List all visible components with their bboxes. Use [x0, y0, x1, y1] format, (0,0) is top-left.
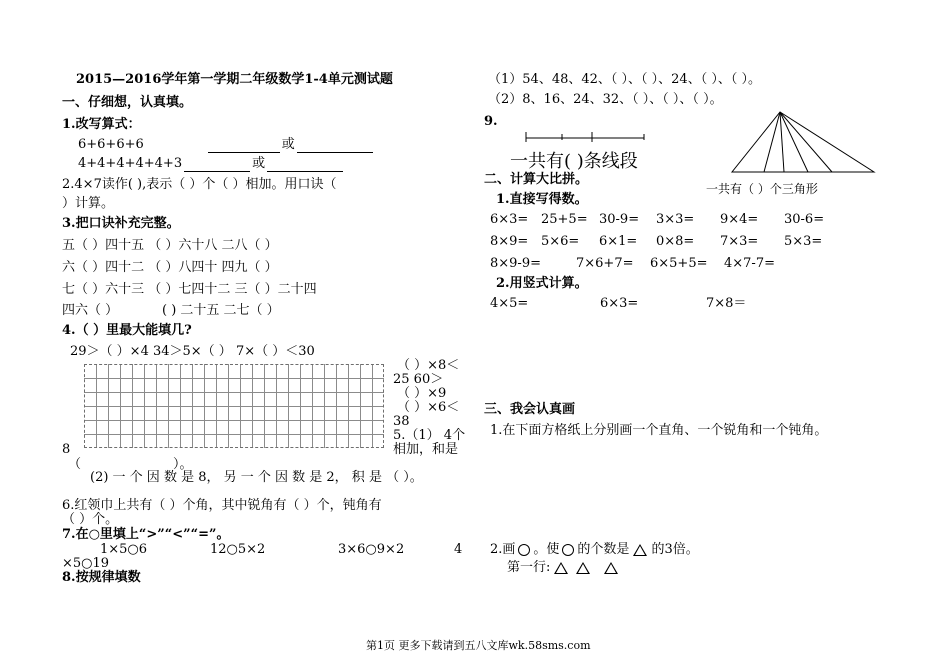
- seq1: （1）54、48、42、（ ）、（ ）、24、（ ）、（ ）。: [488, 72, 761, 87]
- vert-3: 7×8＝: [706, 296, 747, 311]
- segment-figure: [520, 128, 650, 148]
- q1-expr2: 4+4+4+4+4+3: [78, 156, 183, 171]
- q1-or1: 或: [281, 137, 295, 152]
- dotted-grid-overlay: [84, 364, 384, 448]
- q3-label: 3.把口诀补充完整。: [62, 216, 180, 231]
- vert-2: 6×3=: [600, 296, 639, 311]
- draw-q2-a: 2.画: [490, 542, 516, 557]
- q7-item2: 12○5×2: [210, 542, 266, 557]
- calc-r3c4: 4×7-7=: [724, 256, 775, 271]
- q3-row3: 七（ ）六十三 （ ）七四十二 三（ ）二十四: [62, 282, 317, 297]
- q2-line1: 2.4×7读作( ),表示（ ）个（ ）相加。用口诀（: [62, 177, 337, 192]
- q7-item1: 1×5○6: [100, 542, 148, 557]
- q4-row1: 29＞（ ）×4 34＞5×（ ） 7×（ ）＜30: [70, 344, 315, 359]
- q5-part1: 5.（1） 4个: [393, 428, 466, 443]
- circle-icon: [518, 544, 530, 556]
- q3-row4a: 四六（ ）: [62, 303, 119, 318]
- fan-line: [764, 112, 780, 172]
- s2-sub2: 2.用竖式计算。: [496, 276, 588, 291]
- draw-q2-c: 的个数是: [577, 542, 630, 557]
- exam-title: 2015—2016学年第一学期二年级数学1-4单元测试题: [76, 72, 393, 87]
- calc-r2c1: 8×9=: [490, 234, 529, 249]
- calc-r2c6: 5×3=: [784, 234, 823, 249]
- calc-r1c6: 30-6=: [784, 212, 825, 227]
- calc-r3c3: 6×5+5=: [650, 256, 708, 271]
- q7-label: 7.在○里填上“>”“<”“=”。: [62, 527, 230, 542]
- fan-line: [780, 112, 832, 172]
- q6-line2: （ ）个。: [62, 512, 119, 527]
- q5-line2: (2) 一 个 因 数 是 8， 另 一 个 因 数 是 2， 积 是 （ ）。: [90, 470, 423, 485]
- section1-heading: 一、仔细想，认真填。: [62, 95, 193, 110]
- q1-line2: [78, 156, 345, 172]
- calc-r2c5: 7×3=: [720, 234, 759, 249]
- q4-side5: 38: [393, 414, 410, 429]
- q9-label: 9.: [484, 114, 498, 129]
- q2-line2: ）计算。: [62, 196, 115, 211]
- q4-label: 4.（ ）里最大能填几?: [62, 323, 192, 338]
- q4-side3: （ ）×9: [397, 386, 447, 401]
- q8-label: 8.按规律填数: [62, 570, 141, 585]
- calc-r1c3: 30-9=: [599, 212, 640, 227]
- triangle-fan-figure: [728, 110, 878, 178]
- calc-r3c2: 7×6+7=: [576, 256, 634, 271]
- fan-line: [780, 112, 784, 172]
- q7-extra: ×5○19: [62, 556, 110, 571]
- q4-side1: （ ）×8＜: [397, 358, 460, 373]
- q5-paren-close: ）。: [173, 457, 193, 472]
- calc-r2c4: 0×8=: [656, 234, 695, 249]
- calc-r1c1: 6×3=: [490, 212, 529, 227]
- q1-line1: [78, 137, 375, 153]
- q3-row1: 五（ ）四十五 （ ）六十八 二八（ ）: [62, 238, 278, 253]
- seq2: （2）8、16、24、32、（ ）、（ ）、（ ）。: [488, 92, 723, 107]
- calc-r2c2: 5×6=: [541, 234, 580, 249]
- calc-r3c1: 8×9-9=: [490, 256, 541, 271]
- q3-row4b: ( ) 二十五 二七（ ）: [162, 303, 280, 318]
- triangle-icon: [604, 562, 618, 574]
- calc-r1c5: 9×4=: [720, 212, 759, 227]
- q1-label: 1.改写算式：: [62, 117, 141, 132]
- q4-tail: 8: [62, 442, 71, 457]
- q1-expr1: 6+6+6+6: [78, 137, 144, 152]
- footer: 第1页 更多下载请到五八文库wk.58sms.com: [366, 639, 591, 652]
- calc-r2c3: 6×1=: [599, 234, 638, 249]
- s2-sub1: 1.直接写得数。: [496, 192, 588, 207]
- q5-paren-open: （: [68, 457, 82, 472]
- triangle-icon: [633, 544, 647, 556]
- q4-side4: （ ）×6＜: [397, 400, 460, 415]
- triangle-icon: [554, 562, 568, 574]
- segment-caption: 一共有( )条线段: [510, 151, 638, 172]
- calc-r1c2: 25+5=: [541, 212, 588, 227]
- triangle-caption: 一共有（ ）个三角形: [706, 182, 818, 196]
- q5-part2: 相加，和是: [393, 442, 459, 457]
- triangle-icon: [576, 562, 590, 574]
- draw-q2: [490, 542, 699, 558]
- vert-1: 4×5=: [490, 296, 529, 311]
- draw-q2-d: 的3倍。: [651, 542, 699, 557]
- q1-or2: 或: [252, 156, 266, 171]
- row-label: 第一行:: [507, 560, 551, 575]
- q3-row2: 六（ ）四十二 （ ）八四十 四九（ ）: [62, 260, 278, 275]
- section2-heading: 二、计算大比拼。: [484, 172, 589, 187]
- q4-side2: 25 60＞: [393, 372, 444, 387]
- draw-row1: [507, 560, 622, 576]
- draw-q2-b: 。使: [533, 542, 560, 557]
- outer-triangle: [732, 112, 874, 172]
- q7-item3: 3×6○9×2: [338, 542, 405, 557]
- q7-item4: 4: [454, 542, 463, 557]
- q6-line1: 6.红领巾上共有（ ）个角，其中锐角有（ ）个，钝角有: [62, 498, 382, 513]
- section3-heading: 三、我会认真画: [484, 402, 576, 417]
- circle-icon: [562, 544, 574, 556]
- draw-q1: 1.在下面方格纸上分别画一个直角、一个锐角和一个钝角。: [490, 423, 828, 438]
- calc-r1c4: 3×3=: [656, 212, 695, 227]
